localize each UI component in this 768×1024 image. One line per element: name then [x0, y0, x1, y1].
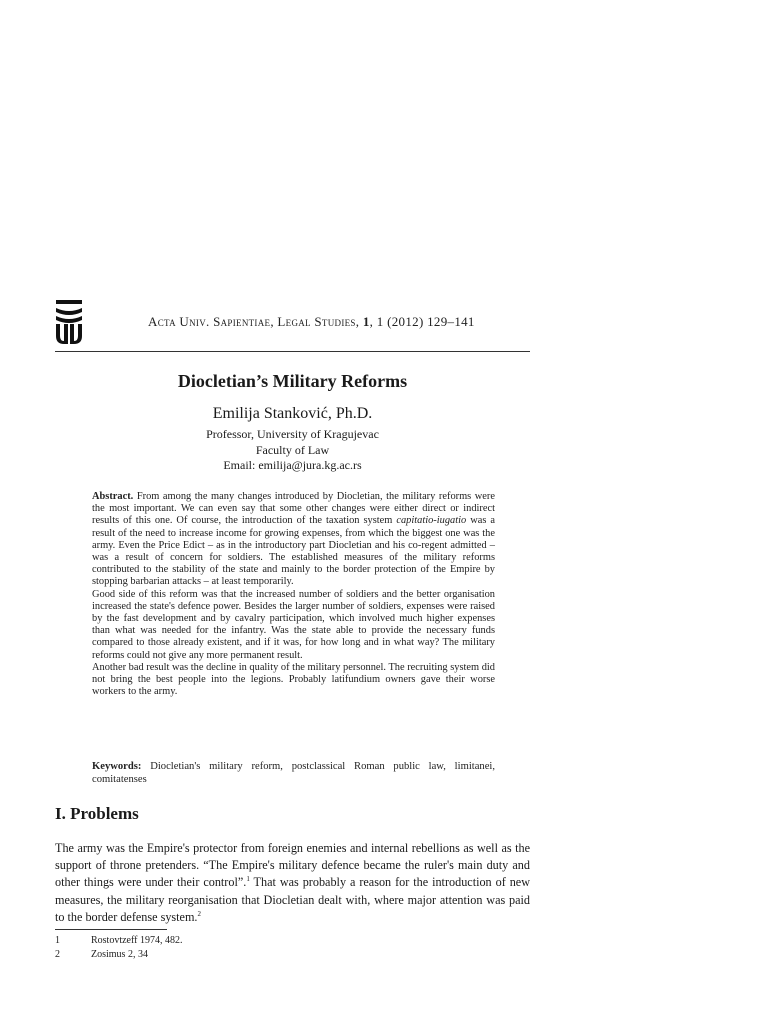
footnote-number: 1: [55, 935, 60, 946]
footnote-item: [55, 935, 182, 946]
body-text: That was probably a reason for the introduction of new measures, the military reorganisation that Diocletian dealt with, where major attention was paid to the border defense system.: [55, 875, 530, 924]
author-email: Email: emilija@jura.kg.ac.rs: [223, 458, 362, 472]
abstract-paragraph: Another bad result was the decline in quality of the military personnel. The recruiting system did not bring the best people into the legions. Probably latifundium owners gave their worse workers to the army.: [92, 661, 495, 698]
section-body: [55, 840, 530, 926]
footnote-rule: [55, 929, 167, 930]
journal-citation: [148, 314, 475, 330]
abstract: [92, 491, 495, 698]
paper-title: Diocletian’s Military Reforms: [177, 371, 408, 391]
abstract-paragraph: Good side of this reform was that the increased number of soldiers and the better organisation increased the state's defence power. Besides the larger number of soldiers, expenses were raised by the fast development and by cavalry participation, which involved much higher expenses than what was needed for the infantry. Was the state able to provide the necessary funds compared to those already existent, and if it was, for how long and in what way? The military reforms could not give any more permanent result.: [92, 588, 495, 661]
footnote-item: [55, 949, 148, 960]
keywords-text: Diocletian's military reform, postclassical Roman public law, limitanei, comitatenses: [92, 761, 495, 785]
abstract-text: From among the many changes introduced by Diocletian, the military reforms were the most important. We can even say that some other changes were either direct or indirect results of this one. Of course, the introduction of the taxation system: [92, 491, 495, 527]
journal-issue: , 1 (2012) 129–141: [369, 314, 475, 329]
abstract-italic-term: capitatio-iugatio: [396, 515, 467, 527]
keywords-label: Keywords:: [92, 761, 142, 772]
keywords: [92, 760, 495, 786]
journal-name: Acta Univ. Sapientiae, Legal Studies,: [148, 314, 360, 329]
footnote-text: Zosimus 2, 34: [91, 949, 148, 960]
abstract-text: was a result of the need to increase income for growing expenses, from which the biggest one was the army. Even the Price Edict – as in the introductory part Diocletian and his co-regent admitted – was a result of concern for soldiers. The established measures of the military reforms contributed to the stability of the state and mainly to the border protection of the Empire by stopping barbarian attacks – at least temporarily.: [92, 515, 495, 588]
header-rule: [55, 351, 530, 352]
journal-volume: 1: [362, 314, 370, 329]
author-faculty: Faculty of Law: [255, 443, 330, 457]
footnote-number: 2: [55, 949, 60, 960]
university-logo: [55, 298, 83, 346]
footnote-ref-2[interactable]: 2: [197, 909, 201, 918]
abstract-paragraph: [92, 491, 495, 589]
body-text: The army was the Empire's protector from foreign enemies and internal rebellions as well as the support of throne pretenders. “The Empire's military defence became the ruler's main duty and other things were under their control”.: [55, 841, 530, 890]
author-name: Emilija Stanković, Ph.D.: [212, 405, 373, 422]
footnote-ref-1[interactable]: 1: [246, 875, 250, 884]
author-affiliation: Professor, University of Kragujevac: [206, 427, 379, 441]
footnote-text: Rostovtzeff 1974, 482.: [91, 935, 183, 946]
section-heading: I. Problems: [55, 804, 139, 823]
abstract-label: Abstract.: [92, 491, 134, 502]
